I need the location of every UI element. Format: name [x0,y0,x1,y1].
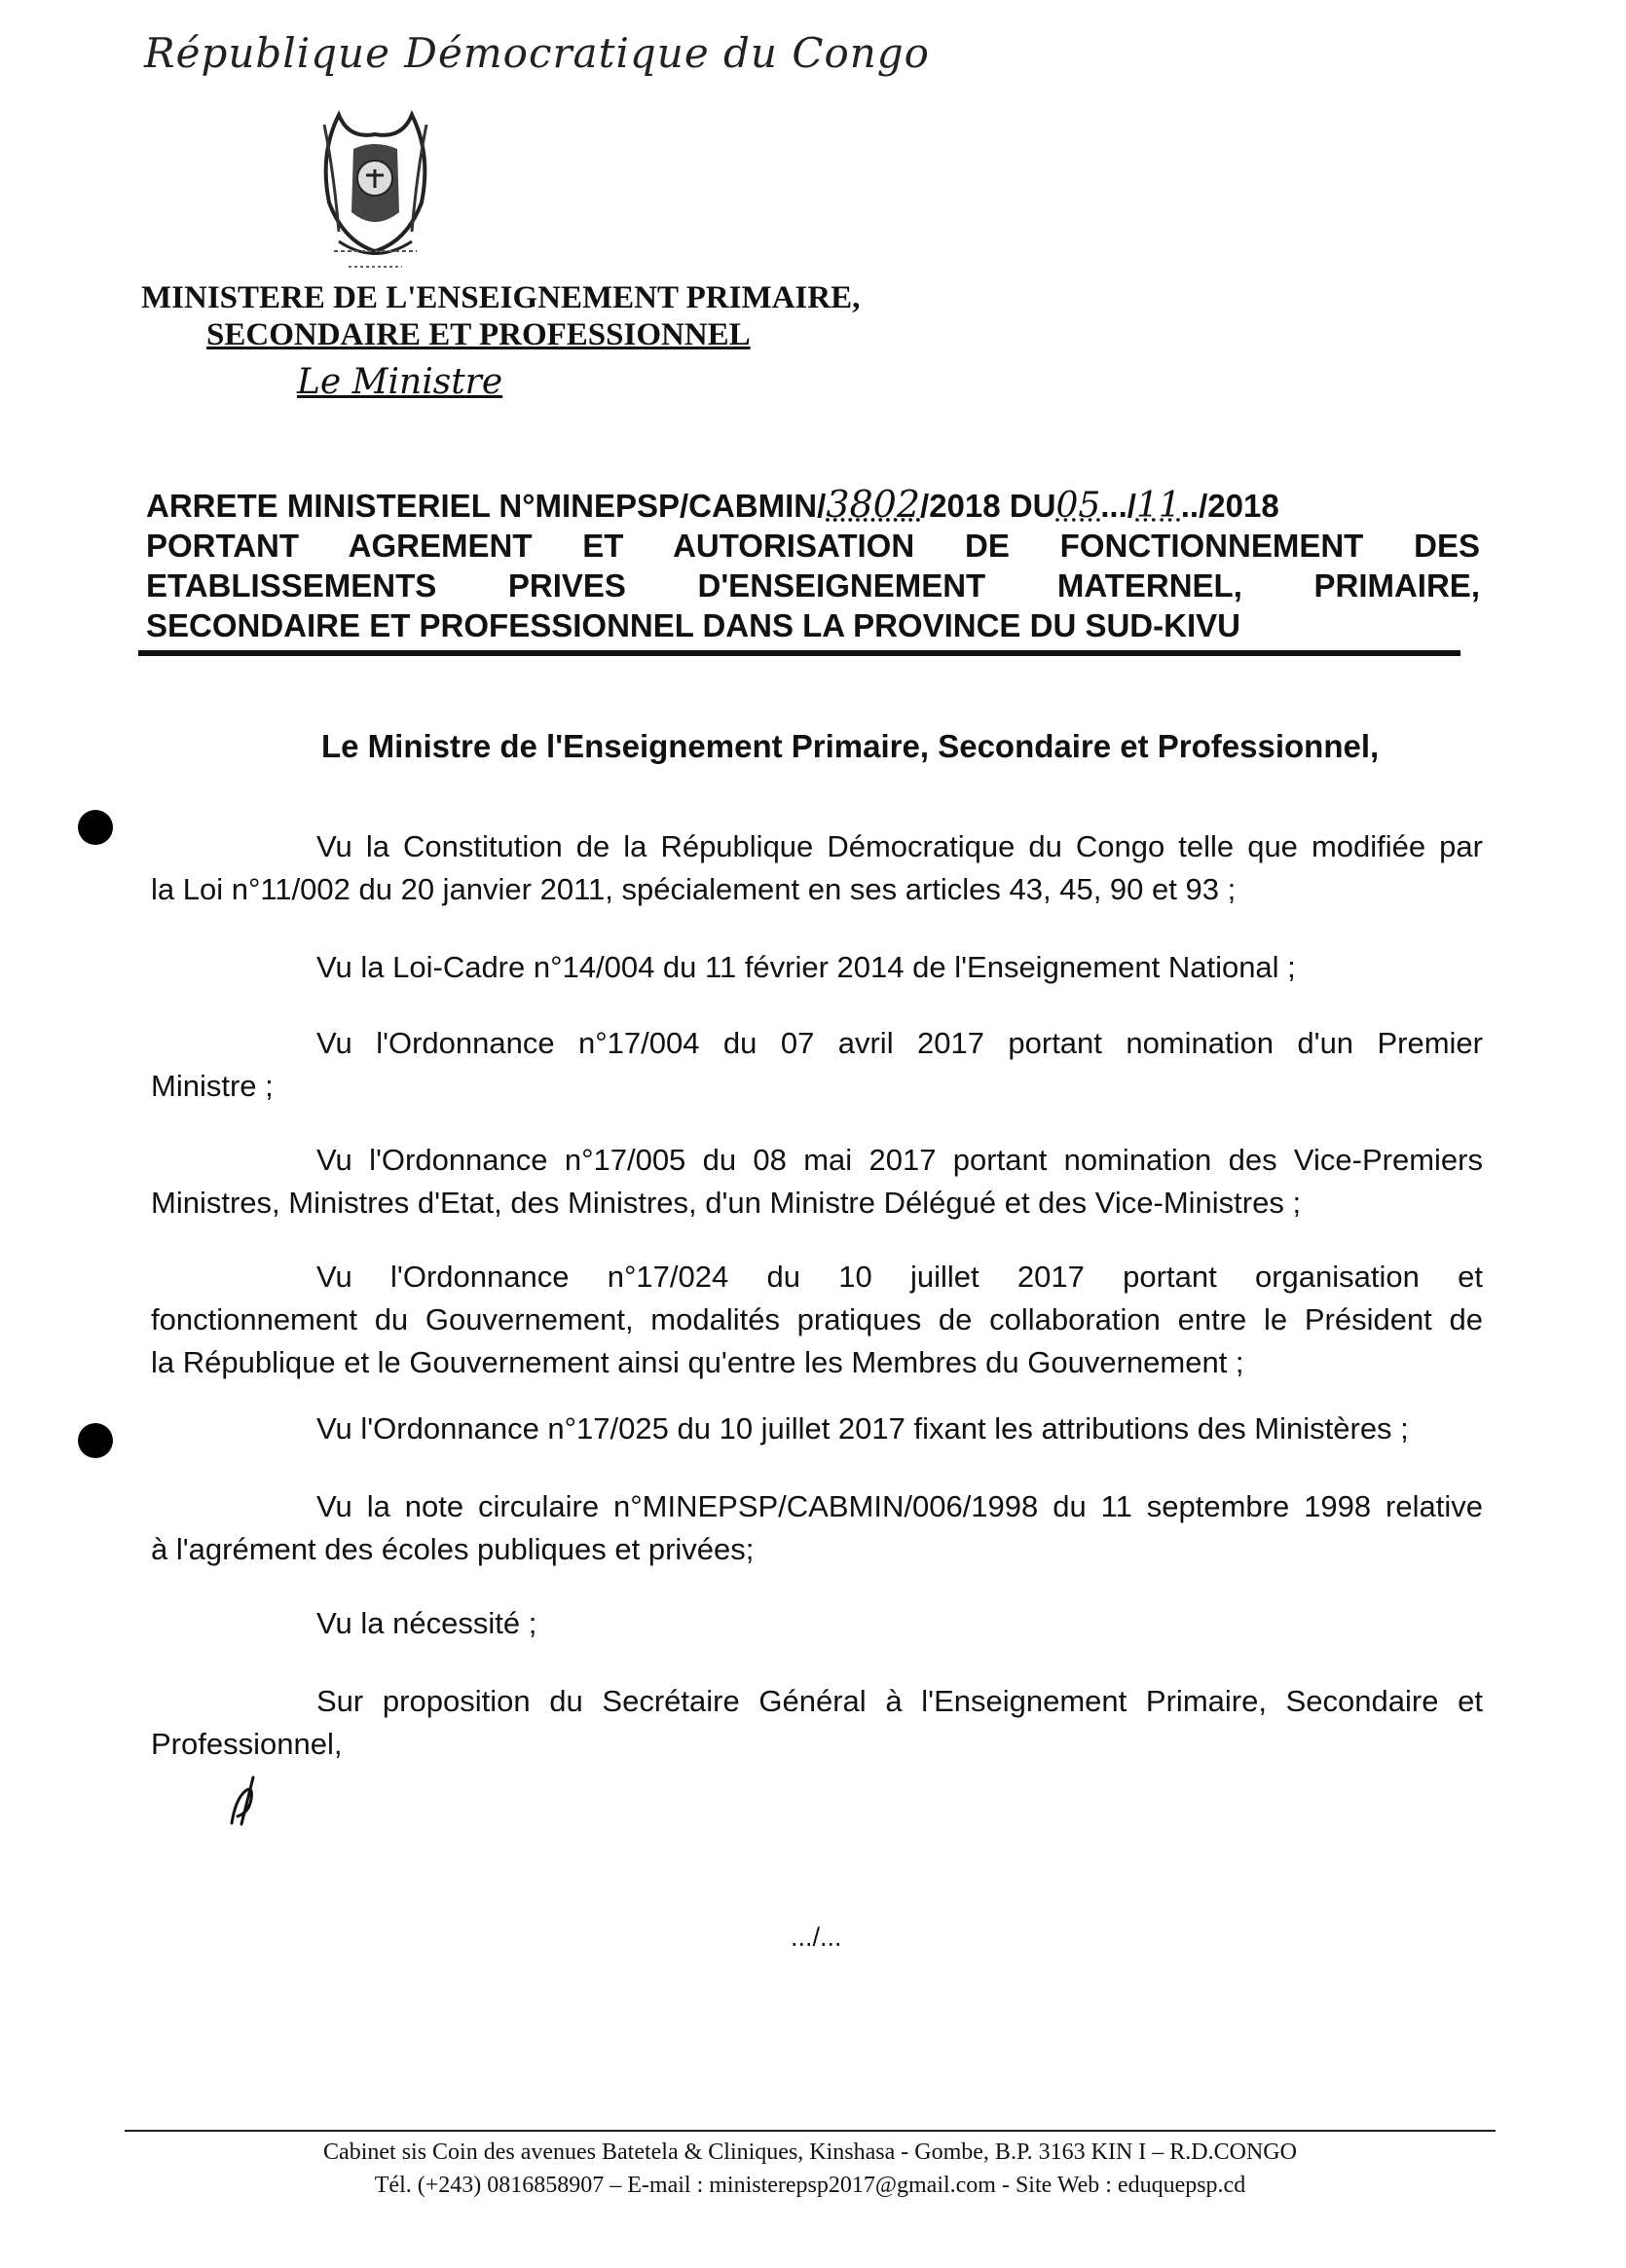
decree-title-line3: ETABLISSEMENTS PRIVES D'ENSEIGNEMENT MATERNEL, PRIMAIRE, [146,567,1480,604]
decree-title [146,485,1480,645]
footer-address: Cabinet sis Coin des avenues Batetela & Cliniques, Kinshasa - Gombe, B.P. 3163 KIN I – R.D.CONGO [323,2140,1297,2165]
paragraph-line: Vu la Constitution de la République Démocratique du Congo telle que modifiée par [316,829,1483,863]
footer-contact: Tél. (+243) 0816858907 – E-mail : ministerepsp2017@gmail.com - Site Web : eduquepsp.cd [374,2173,1246,2198]
ministry-name-line2: SECONDAIRE ET PROFESSIONNEL [206,317,751,352]
footer-separator [125,2130,1496,2132]
decree-title-line4: SECONDAIRE ET PROFESSIONNEL DANS LA PROVINCE DU SUD-KIVU [146,607,1240,643]
paragraph-line: Vu la nécessité ; [316,1606,537,1640]
paragraph-line: Ministres, Ministres d'Etat, des Ministres, d'un Ministre Délégué et des Vice-Ministres ; [151,1186,1302,1220]
proposition-paragraph [151,1680,1483,1766]
decree-number-prefix: ARRETE MINISTERIEL N°MINEPSP/CABMIN/ [146,488,827,524]
paragraph-line: Ministre ; [151,1069,274,1103]
vu-paragraph-ordonnance-025 [151,1408,1483,1450]
coat-of-arms-emblem [310,95,441,275]
decree-year: /2018 DU [920,488,1056,524]
paragraph-line: Sur proposition du Secrétaire Général à l'Enseignement Primaire, Secondaire et [316,1684,1483,1718]
handwritten-day: 05 [1055,486,1101,526]
handwritten-decree-number: 3802 [826,483,921,526]
paragraph-line: Vu l'Ordonnance n°17/025 du 10 juillet 2017 fixant les attributions des Ministères ; [316,1411,1409,1445]
date-separator: .../ [1100,488,1136,524]
paragraph-line: la République et le Gouvernement ainsi qu'entre les Membres du Gouvernement ; [151,1345,1244,1379]
paragraph-line: à l'agrément des écoles publiques et privées; [151,1532,755,1566]
vu-paragraph-ordonnance-024 [151,1256,1483,1384]
paragraph-line: la Loi n°11/002 du 20 janvier 2011, spécialement en ses articles 43, 45, 90 et 93 ; [151,872,1237,906]
handwritten-initial [224,1770,273,1828]
page-continuation-mark: .../... [791,1922,842,1952]
paragraph-line: Vu la note circulaire n°MINEPSP/CABMIN/006/1998 du 11 septembre 1998 relative [316,1489,1483,1523]
date-year: ../2018 [1180,488,1279,524]
vu-paragraph-necessite [151,1602,1483,1645]
vu-paragraph-ordonnance-005 [151,1139,1483,1225]
paragraph-line: Vu l'Ordonnance n°17/005 du 08 mai 2017 portant nomination des Vice-Premiers [316,1143,1483,1177]
vu-paragraph-note-circulaire [151,1485,1483,1571]
decree-title-line2: PORTANT AGREMENT ET AUTORISATION DE FONCTIONNEMENT DES [146,528,1480,564]
vu-paragraph-constitution [151,825,1483,911]
vu-paragraph-loi-cadre [151,946,1483,989]
punch-hole-dot-bottom [78,1423,113,1458]
paragraph-line: Vu l'Ordonnance n°17/004 du 07 avril 2017 portant nomination d'un Premier [316,1026,1483,1060]
minister-heading: Le Ministre [297,362,503,402]
republic-heading: République Démocratique du Congo [144,29,930,77]
preamble-heading: Le Ministre de l'Enseignement Primaire, Secondaire et Professionnel, [321,728,1380,764]
vu-paragraph-ordonnance-004 [151,1022,1483,1108]
paragraph-line: Vu la Loi-Cadre n°14/004 du 11 février 2014 de l'Enseignement National ; [316,950,1296,984]
title-divider [138,650,1460,656]
paragraph-line: Professionnel, [151,1727,343,1761]
handwritten-month: 11 [1135,486,1181,526]
paragraph-line: Vu l'Ordonnance n°17/024 du 10 juillet 2017 portant organisation et [316,1260,1483,1294]
paragraph-line: fonctionnement du Gouvernement, modalités pratiques de collaboration entre le Président de [151,1302,1483,1336]
ministry-name-line1: MINISTERE DE L'ENSEIGNEMENT PRIMAIRE, [141,280,861,315]
decree-title-line1 [146,485,1480,526]
punch-hole-dot-top [78,810,113,845]
